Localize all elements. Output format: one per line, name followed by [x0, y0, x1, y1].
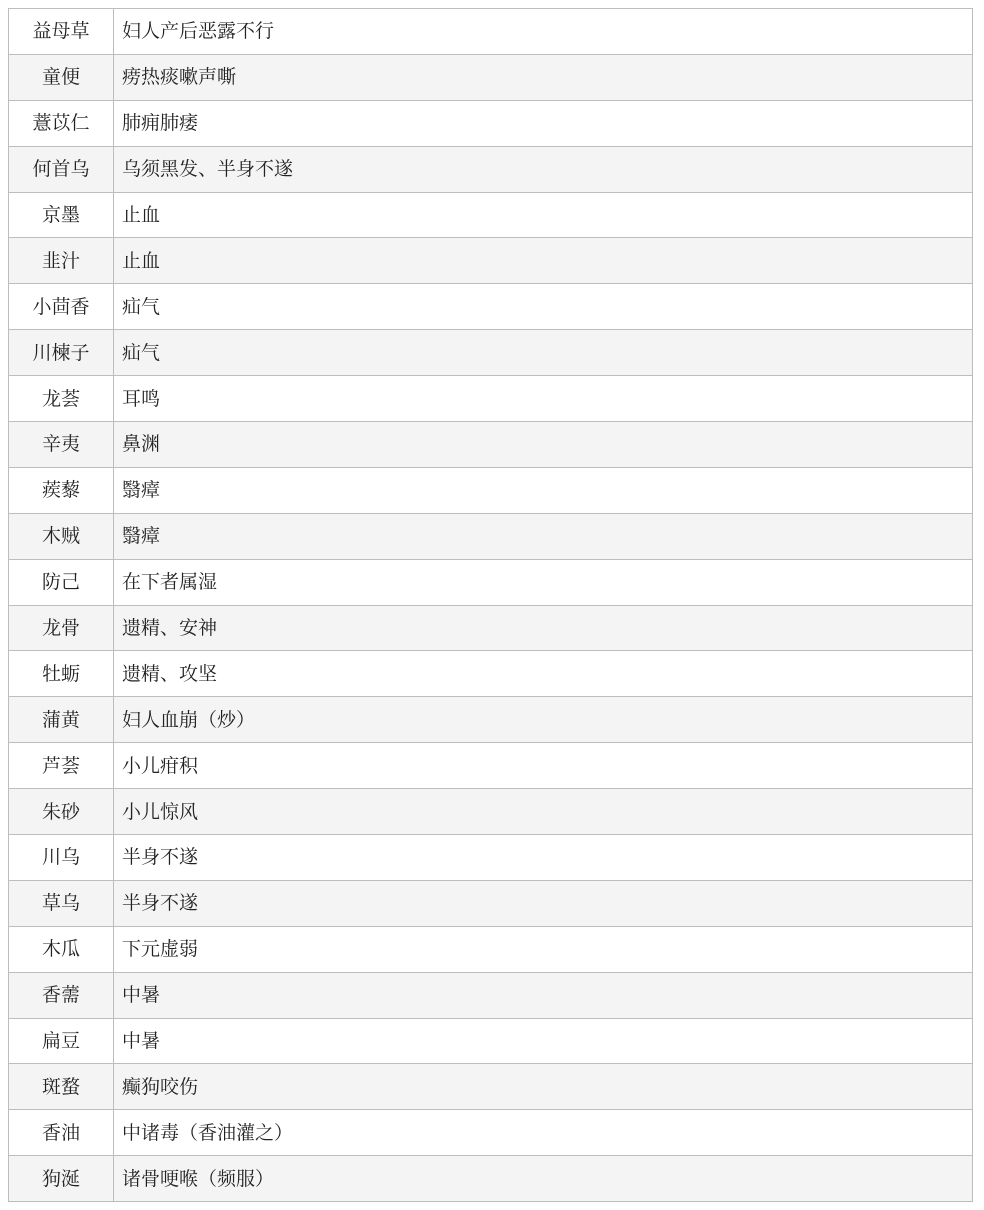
herb-name-cell: 川乌 [9, 835, 114, 881]
herb-name-cell: 草乌 [9, 880, 114, 926]
herb-use-cell: 疝气 [114, 284, 973, 330]
table-row [9, 192, 973, 238]
herb-name-cell: 益母草 [9, 9, 114, 55]
herb-use-cell: 翳瘴 [114, 467, 973, 513]
herb-use-cell: 翳瘴 [114, 513, 973, 559]
herb-name-cell: 龙荟 [9, 376, 114, 422]
herb-use-cell: 中暑 [114, 1018, 973, 1064]
table-row [9, 9, 973, 55]
herb-name-cell: 香薷 [9, 972, 114, 1018]
table-row [9, 422, 973, 468]
herb-name-cell: 木瓜 [9, 926, 114, 972]
herb-name-cell: 韭汁 [9, 238, 114, 284]
herb-use-cell: 小儿惊风 [114, 789, 973, 835]
herb-use-cell: 妇人血崩（炒） [114, 697, 973, 743]
herb-name-cell: 何首乌 [9, 146, 114, 192]
herb-name-cell: 蒲黄 [9, 697, 114, 743]
herb-use-cell: 肺痈肺痿 [114, 100, 973, 146]
herb-name-cell: 童便 [9, 54, 114, 100]
table-row [9, 697, 973, 743]
table-row [9, 880, 973, 926]
herb-use-cell: 止血 [114, 192, 973, 238]
herb-use-cell: 遗精、攻坚 [114, 651, 973, 697]
table-row [9, 238, 973, 284]
herb-use-cell: 妇人产后恶露不行 [114, 9, 973, 55]
table-row [9, 835, 973, 881]
herb-use-cell: 下元虚弱 [114, 926, 973, 972]
herb-use-cell: 鼻渊 [114, 422, 973, 468]
table-row [9, 146, 973, 192]
herb-use-cell: 耳鸣 [114, 376, 973, 422]
herb-name-cell: 芦荟 [9, 743, 114, 789]
table-row [9, 1018, 973, 1064]
herb-name-cell: 香油 [9, 1110, 114, 1156]
herb-use-cell: 痨热痰嗽声嘶 [114, 54, 973, 100]
herb-use-cell: 止血 [114, 238, 973, 284]
herb-use-cell: 在下者属湿 [114, 559, 973, 605]
herb-use-cell: 中暑 [114, 972, 973, 1018]
table-row [9, 972, 973, 1018]
herb-name-cell: 辛夷 [9, 422, 114, 468]
herb-name-cell: 小茴香 [9, 284, 114, 330]
herb-name-cell: 防己 [9, 559, 114, 605]
herb-usage-table [8, 8, 973, 1202]
table-row [9, 605, 973, 651]
table-row [9, 743, 973, 789]
herb-name-cell: 龙骨 [9, 605, 114, 651]
table-row [9, 284, 973, 330]
herb-name-cell: 蒺藜 [9, 467, 114, 513]
herb-name-cell: 斑蝥 [9, 1064, 114, 1110]
table-row [9, 559, 973, 605]
table-row [9, 376, 973, 422]
herb-name-cell: 牡蛎 [9, 651, 114, 697]
table-row [9, 1156, 973, 1202]
herb-use-cell: 半身不遂 [114, 880, 973, 926]
table-body [9, 9, 973, 1202]
table-row [9, 467, 973, 513]
table-row [9, 651, 973, 697]
herb-name-cell: 川楝子 [9, 330, 114, 376]
table-row [9, 1064, 973, 1110]
herb-use-cell: 癫狗咬伤 [114, 1064, 973, 1110]
herb-use-cell: 中诸毒（香油灌之） [114, 1110, 973, 1156]
herb-name-cell: 木贼 [9, 513, 114, 559]
herb-use-cell: 半身不遂 [114, 835, 973, 881]
herb-use-cell: 疝气 [114, 330, 973, 376]
herb-name-cell: 狗涎 [9, 1156, 114, 1202]
table-row [9, 1110, 973, 1156]
table-row [9, 330, 973, 376]
herb-use-cell: 遗精、安神 [114, 605, 973, 651]
table-row [9, 926, 973, 972]
herb-name-cell: 扁豆 [9, 1018, 114, 1064]
herb-use-cell: 乌须黑发、半身不遂 [114, 146, 973, 192]
herb-use-cell: 诸骨哽喉（频服） [114, 1156, 973, 1202]
herb-name-cell: 朱砂 [9, 789, 114, 835]
table-row [9, 789, 973, 835]
herb-name-cell: 京墨 [9, 192, 114, 238]
table-row [9, 513, 973, 559]
table-row [9, 100, 973, 146]
herb-use-cell: 小儿疳积 [114, 743, 973, 789]
table-row [9, 54, 973, 100]
herb-name-cell: 薏苡仁 [9, 100, 114, 146]
